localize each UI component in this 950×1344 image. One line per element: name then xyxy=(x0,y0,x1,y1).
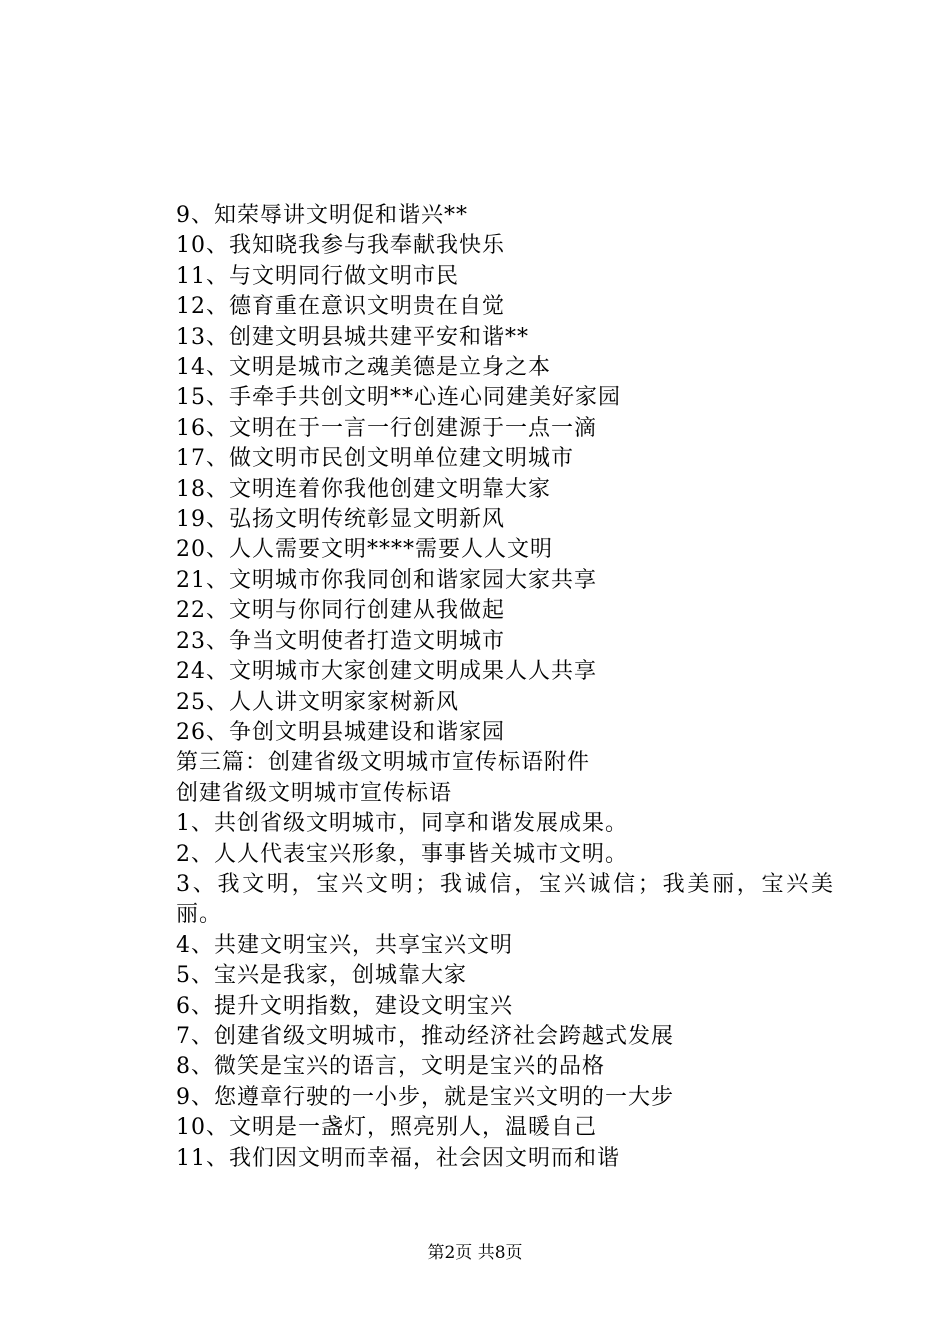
text-line: 6、提升文明指数，建设文明宝兴 xyxy=(176,993,513,1019)
text-line: 1、共创省级文明城市，同享和谐发展成果。 xyxy=(176,811,628,837)
section-subheading: 创建省级文明城市宣传标语 xyxy=(176,780,453,806)
text-line: 2、人人代表宝兴形象，事事皆关城市文明。 xyxy=(176,841,628,867)
text-line: 13、创建文明县城共建平安和谐** xyxy=(176,324,529,350)
page-footer: 第2页 共8页 xyxy=(427,1243,523,1263)
text-line: 17、做文明市民创文明单位建文明城市 xyxy=(176,446,574,472)
text-line: 10、文明是一盏灯，照亮别人，温暖自己 xyxy=(176,1115,597,1141)
text-line: 11、与文明同行做文明市民 xyxy=(176,263,459,289)
text-line: 5、宝兴是我家，创城靠大家 xyxy=(176,963,467,989)
text-line: 24、文明城市大家创建文明成果人人共享 xyxy=(176,659,597,685)
text-line: 7、创建省级文明城市，推动经济社会跨越式发展 xyxy=(176,1023,674,1049)
text-line: 14、文明是城市之魂美德是立身之本 xyxy=(176,355,551,381)
text-line: 25、人人讲文明家家树新风 xyxy=(176,689,459,715)
text-line-wrapped: 3、我文明，宝兴文明；我诚信，宝兴诚信；我美丽，宝兴美丽。 xyxy=(176,871,834,928)
text-line: 12、德育重在意识文明贵在自觉 xyxy=(176,294,505,320)
text-line: 26、争创文明县城建设和谐家园 xyxy=(176,719,505,745)
text-line: 8、微笑是宝兴的语言，文明是宝兴的品格 xyxy=(176,1054,605,1080)
text-line: 18、文明连着你我他创建文明靠大家 xyxy=(176,476,551,502)
text-line: 11、我们因文明而幸福，社会因文明而和谐 xyxy=(176,1145,620,1171)
text-line: 9、您遵章行驶的一小步，就是宝兴文明的一大步 xyxy=(176,1084,674,1110)
text-line: 21、文明城市你我同创和谐家园大家共享 xyxy=(176,567,597,593)
text-line: 4、共建文明宝兴，共享宝兴文明 xyxy=(176,932,513,958)
text-line: 16、文明在于一言一行创建源于一点一滴 xyxy=(176,415,597,441)
section-heading: 第三篇：创建省级文明城市宣传标语附件 xyxy=(176,750,591,776)
text-line: 10、我知晓我参与我奉献我快乐 xyxy=(176,233,505,259)
document-body xyxy=(129,201,834,1174)
text-line: 19、弘扬文明传统彰显文明新风 xyxy=(176,507,505,533)
text-line: 20、人人需要文明****需要人人文明 xyxy=(176,537,553,563)
text-line: 22、文明与你同行创建从我做起 xyxy=(176,598,505,624)
text-line: 15、手牵手共创文明**心连心同建美好家园 xyxy=(176,385,621,411)
text-line: 9、知荣辱讲文明促和谐兴** xyxy=(176,203,468,228)
text-line: 23、争当文明使者打造文明城市 xyxy=(176,628,505,654)
